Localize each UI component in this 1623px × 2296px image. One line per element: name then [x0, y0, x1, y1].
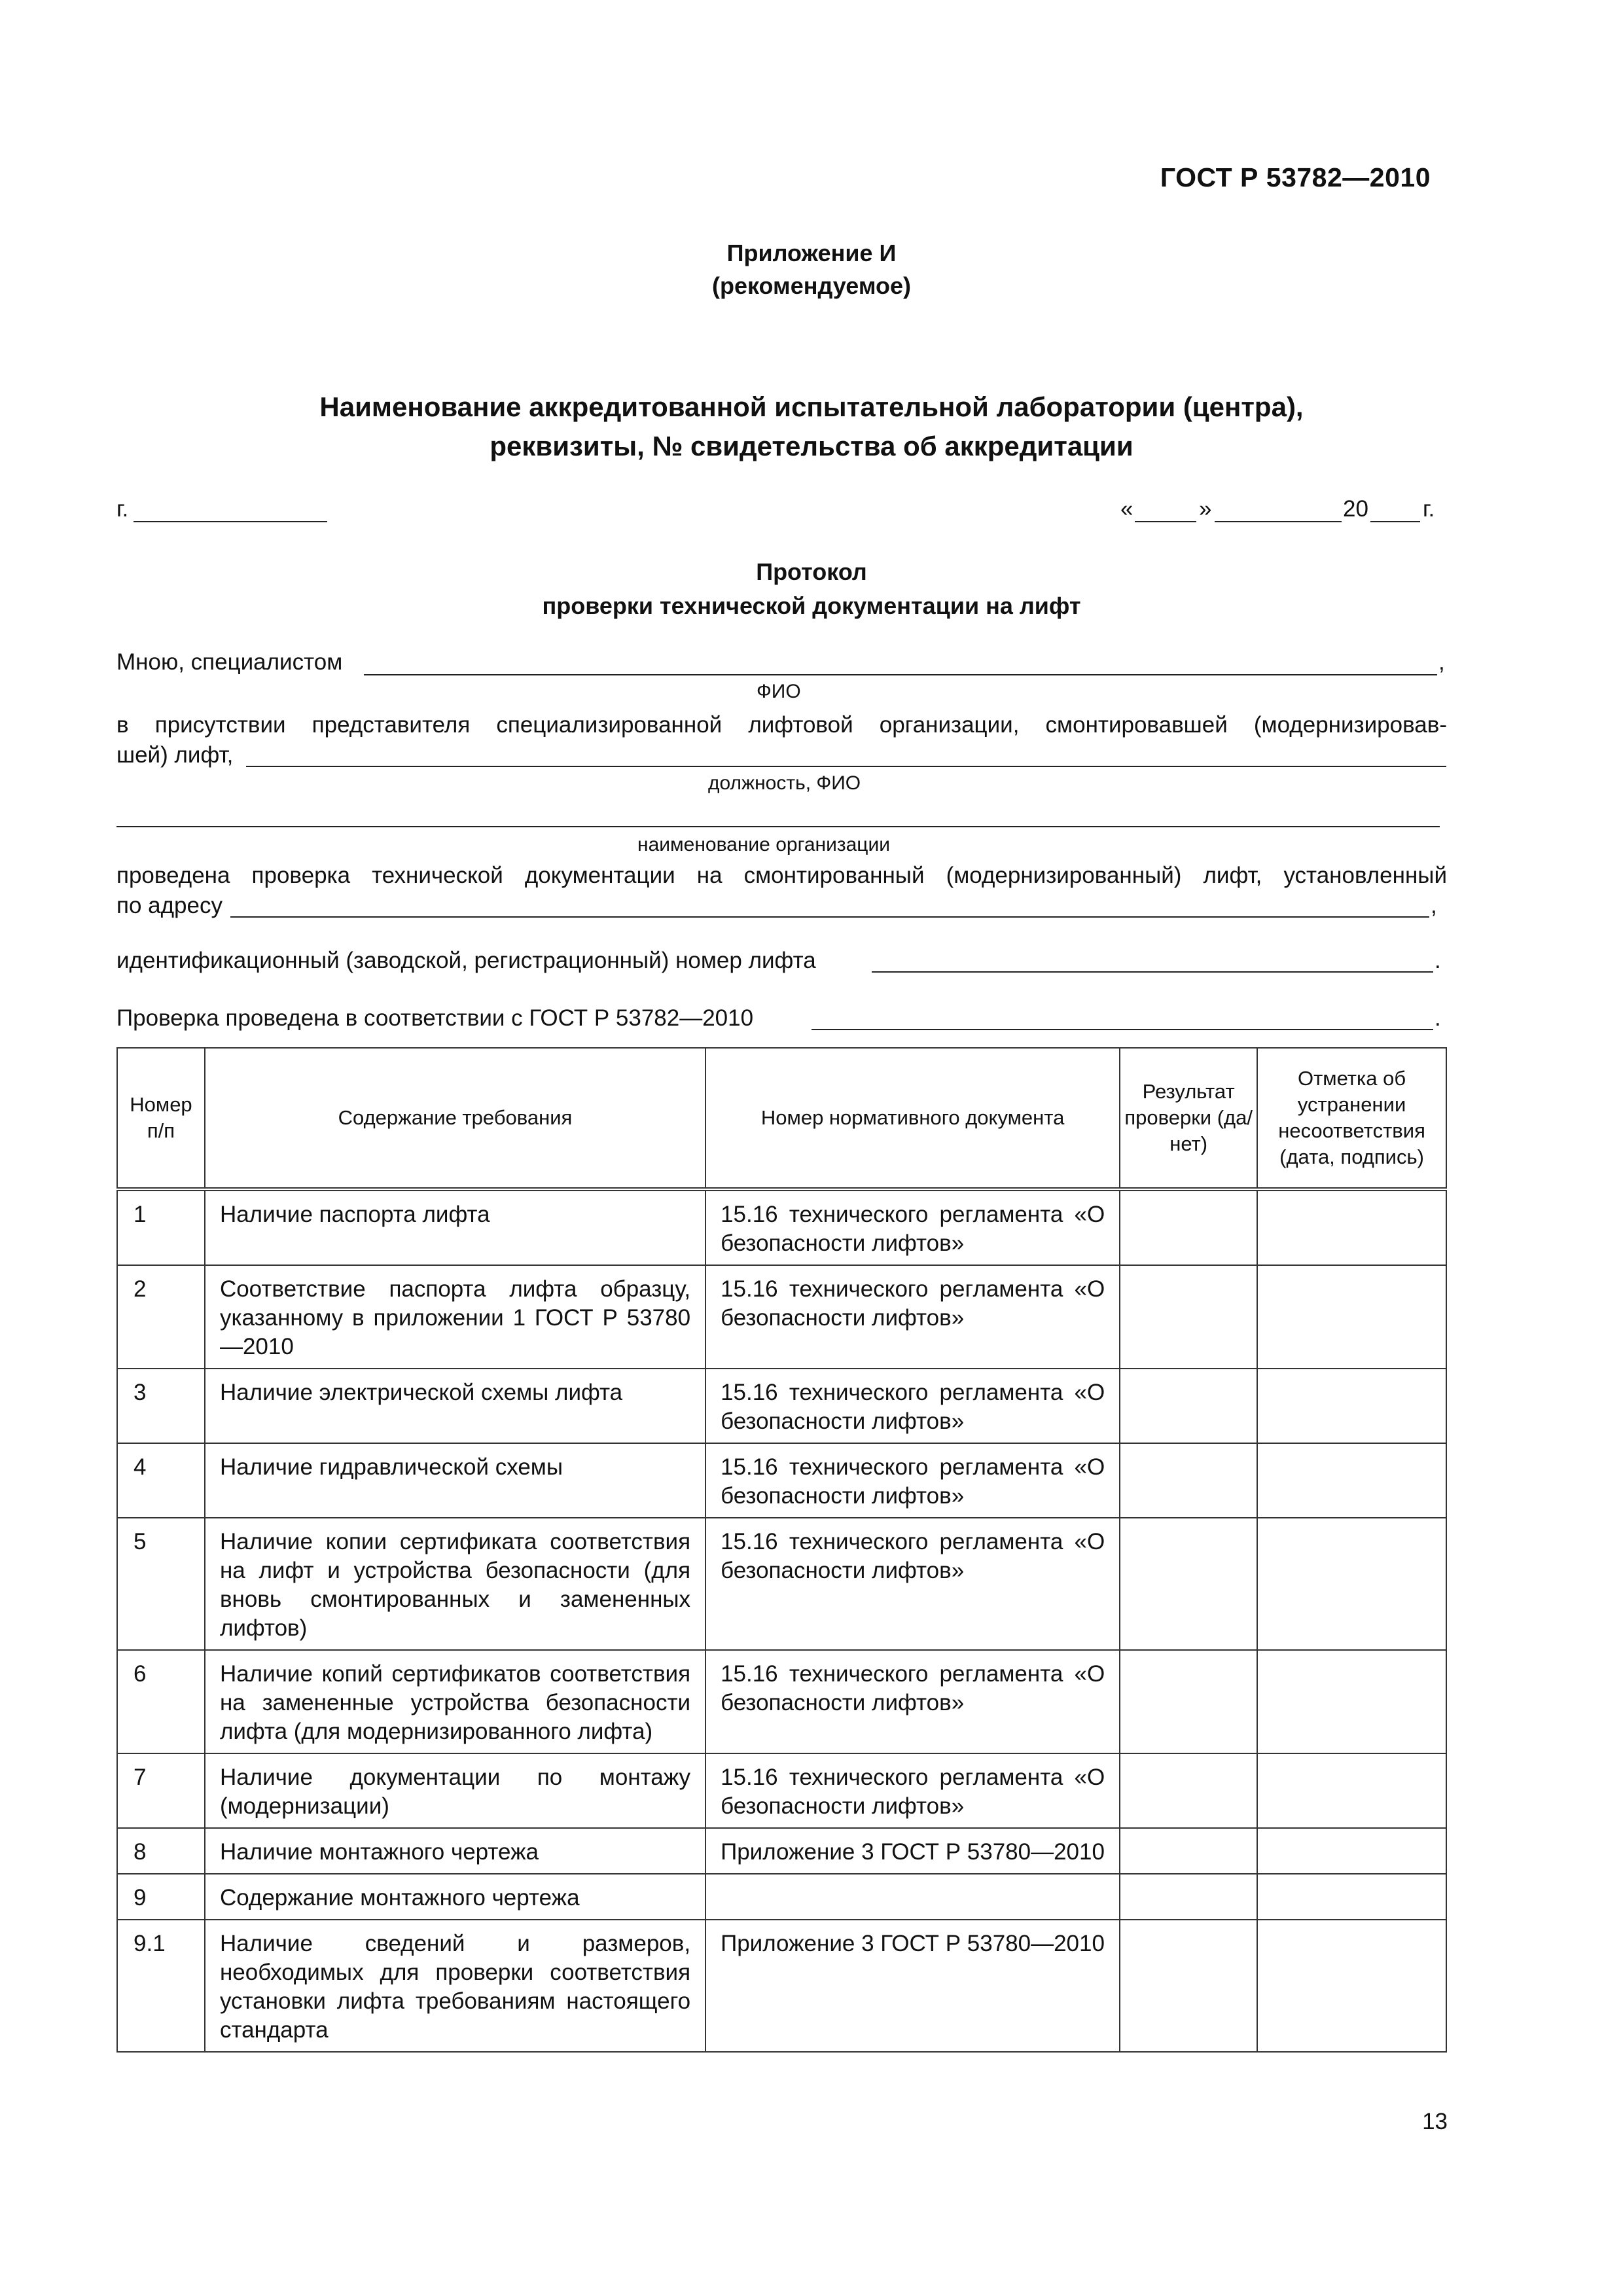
table-row	[117, 1518, 1446, 1650]
header-number: Номер п/п	[117, 1048, 205, 1189]
document-cell: 15.16 технического регламента «О безопасности лифтов»	[705, 1265, 1120, 1369]
requirement-cell: Наличие документации по монтажу (модернизации)	[205, 1753, 705, 1828]
document-cell: 15.16 технического регламента «О безопасности лифтов»	[705, 1650, 1120, 1753]
representative-field[interactable]	[246, 766, 1446, 767]
result-cell[interactable]	[1120, 1874, 1257, 1920]
year-prefix: 20	[1343, 496, 1368, 522]
result-cell[interactable]	[1120, 1369, 1257, 1443]
document-cell: 15.16 технического регламента «О безопасности лифтов»	[705, 1753, 1120, 1828]
organization-caption: наименование организации	[637, 834, 891, 855]
table-row	[117, 1753, 1446, 1828]
requirement-cell: Наличие копий сертификатов соответствия на замененные устройства безопасности лифта (для модернизированного лифта)	[205, 1650, 705, 1753]
table-header-row	[117, 1048, 1446, 1189]
table-row	[117, 1265, 1446, 1369]
requirement-cell: Наличие монтажного чертежа	[205, 1828, 705, 1874]
table-body	[117, 1189, 1446, 2052]
table-row	[117, 1828, 1446, 1874]
document-cell: Приложение 3 ГОСТ Р 53780—2010	[705, 1920, 1120, 2052]
page-number: 13	[1422, 2109, 1448, 2134]
protocol-title: Протокол	[756, 558, 867, 585]
mark-cell[interactable]	[1257, 1265, 1446, 1369]
year-suffix: г.	[1423, 496, 1435, 522]
year-field[interactable]	[1370, 521, 1420, 522]
requirement-cell: Наличие сведений и размеров, необходимых для проверки соответствия установки лифта требованиям настоящего стандарта	[205, 1920, 705, 2052]
result-cell[interactable]	[1120, 1828, 1257, 1874]
table-row	[117, 1874, 1446, 1920]
requirements-table	[116, 1047, 1447, 2053]
appendix-title: Приложение И	[726, 240, 897, 266]
row-number: 9	[117, 1874, 205, 1920]
city-field[interactable]	[134, 521, 327, 522]
conformity-period: .	[1435, 1005, 1441, 1031]
table-row	[117, 1920, 1446, 2052]
result-cell[interactable]	[1120, 1189, 1257, 1265]
protocol-subtitle: проверки технической документации на лифт	[542, 592, 1081, 619]
check-text-line2: по адресу	[116, 893, 223, 918]
specialist-comma: ,	[1438, 649, 1445, 675]
date-quote-open: «	[1120, 496, 1133, 522]
address-comma: ,	[1431, 893, 1437, 918]
document-cell: 15.16 технического регламента «О безопасности лифтов»	[705, 1518, 1120, 1650]
table-row	[117, 1189, 1446, 1265]
header-result: Результат проверки (да/нет)	[1120, 1048, 1257, 1189]
organization-title	[0, 387, 1623, 466]
mark-cell[interactable]	[1257, 1189, 1446, 1265]
specialist-fio-field[interactable]	[364, 674, 1437, 675]
mark-cell[interactable]	[1257, 1443, 1446, 1518]
result-cell[interactable]	[1120, 1753, 1257, 1828]
row-number: 2	[117, 1265, 205, 1369]
mark-cell[interactable]	[1257, 1828, 1446, 1874]
mark-cell[interactable]	[1257, 1650, 1446, 1753]
row-number: 7	[117, 1753, 205, 1828]
mark-cell[interactable]	[1257, 1753, 1446, 1828]
row-number: 3	[117, 1369, 205, 1443]
protocol-heading	[0, 555, 1623, 623]
fio-caption: ФИО	[757, 681, 801, 702]
ident-label: идентификационный (заводской, регистрационный) номер лифта	[116, 948, 816, 973]
requirement-cell: Наличие электрической схемы лифта	[205, 1369, 705, 1443]
row-number: 6	[117, 1650, 205, 1753]
document-cell: 15.16 технического регламента «О безопасности лифтов»	[705, 1443, 1120, 1518]
row-number: 5	[117, 1518, 205, 1650]
conformity-field[interactable]	[812, 1029, 1433, 1030]
requirement-cell: Наличие копии сертификата соответствия на лифт и устройства безопасности (для вновь смонтированных и замененных лифтов)	[205, 1518, 705, 1650]
appendix-type: (рекомендуемое)	[712, 272, 911, 299]
requirement-cell: Наличие гидравлической схемы	[205, 1443, 705, 1518]
row-number: 8	[117, 1828, 205, 1874]
mark-cell[interactable]	[1257, 1518, 1446, 1650]
presence-text-line1: в присутствии представителя специализированной лифтовой организации, смонтировавшей (модернизировав-	[116, 712, 1447, 738]
mark-cell[interactable]	[1257, 1369, 1446, 1443]
row-number: 1	[117, 1189, 205, 1265]
day-field[interactable]	[1135, 521, 1196, 522]
city-prefix: г.	[116, 496, 129, 522]
result-cell[interactable]	[1120, 1650, 1257, 1753]
specialist-label: Мною, специалистом	[116, 649, 343, 675]
requirement-cell: Содержание монтажного чертежа	[205, 1874, 705, 1920]
organization-name-field[interactable]	[116, 826, 1440, 827]
requirement-cell: Соответствие паспорта лифта образцу, указанному в приложении 1 ГОСТ Р 53780—2010	[205, 1265, 705, 1369]
requirement-cell: Наличие паспорта лифта	[205, 1189, 705, 1265]
date-quote-close: »	[1199, 496, 1212, 522]
mark-cell[interactable]	[1257, 1874, 1446, 1920]
organization-title-line1: Наименование аккредитованной испытательной лаборатории (центра),	[319, 391, 1304, 422]
month-field[interactable]	[1215, 521, 1342, 522]
organization-title-line2: реквизиты, № свидетельства об аккредитации	[490, 431, 1133, 461]
table-row	[117, 1443, 1446, 1518]
document-cell: Приложение 3 ГОСТ Р 53780—2010	[705, 1828, 1120, 1874]
result-cell[interactable]	[1120, 1518, 1257, 1650]
document-cell	[705, 1874, 1120, 1920]
header-document: Номер нормативного документа	[705, 1048, 1120, 1189]
table-row	[117, 1650, 1446, 1753]
result-cell[interactable]	[1120, 1443, 1257, 1518]
conformity-label: Проверка проведена в соответствии с ГОСТ Р 53782—2010	[116, 1005, 754, 1031]
row-number: 9.1	[117, 1920, 205, 2052]
ident-number-field[interactable]	[872, 971, 1433, 973]
header-requirement: Содержание требования	[205, 1048, 705, 1189]
document-code: ГОСТ Р 53782—2010	[1160, 162, 1431, 192]
result-cell[interactable]	[1120, 1265, 1257, 1369]
document-cell: 15.16 технического регламента «О безопасности лифтов»	[705, 1189, 1120, 1265]
document-cell: 15.16 технического регламента «О безопасности лифтов»	[705, 1369, 1120, 1443]
header-mark: Отметка об устранении несоответствия (дата, подпись)	[1257, 1048, 1446, 1189]
address-field[interactable]	[230, 916, 1429, 918]
check-text-line1: проведена проверка технической документации на смонтированный (модернизированный) лифт, установленный	[116, 863, 1447, 888]
table-row	[117, 1369, 1446, 1443]
ident-period: .	[1435, 948, 1441, 973]
mark-cell[interactable]	[1257, 1920, 1446, 2052]
presence-text-line2: шей) лифт,	[116, 742, 234, 768]
appendix-heading	[0, 237, 1623, 302]
position-caption: должность, ФИО	[708, 772, 861, 794]
result-cell[interactable]	[1120, 1920, 1257, 2052]
row-number: 4	[117, 1443, 205, 1518]
